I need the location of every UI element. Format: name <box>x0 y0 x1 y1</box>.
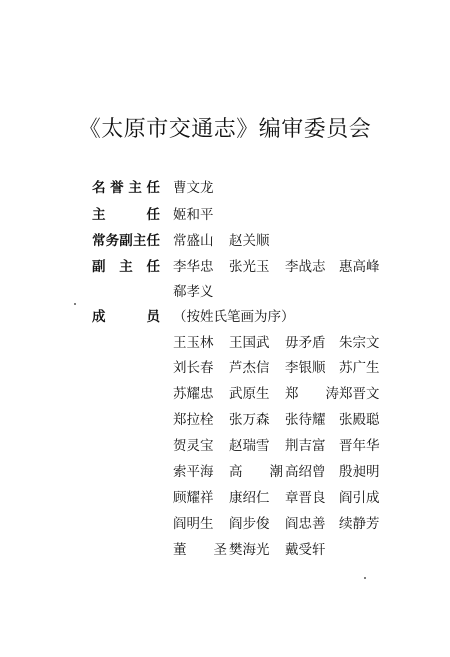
member-name: 章晋良 <box>285 490 326 506</box>
member-name: 郗孝义 <box>173 284 214 300</box>
member-name: 郑拉栓 <box>173 412 214 428</box>
member-name: 阎忠善 <box>285 516 326 532</box>
role-director: 主任 <box>92 207 160 223</box>
member-name: 惠高峰 <box>339 259 380 275</box>
member-name: 阎步俊 <box>229 516 270 532</box>
member-name: 张殿聪 <box>339 412 380 428</box>
member-name: 董圣 <box>173 542 227 558</box>
member-name: 武原生 <box>229 386 270 402</box>
member-name: 李银顺 <box>285 360 326 376</box>
member-name: 常盛山 <box>173 233 214 249</box>
member-name: 张光玉 <box>229 259 270 275</box>
role-members: 成员 <box>92 309 160 325</box>
member-name: 郑涛 <box>285 386 339 402</box>
member-name: 刘长春 <box>173 360 214 376</box>
member-name: 高潮 <box>229 464 283 480</box>
member-name: 芦杰信 <box>229 360 270 376</box>
member-name: 李战志 <box>285 259 326 275</box>
member-name: 康绍仁 <box>229 490 270 506</box>
member-name: 朱宗文 <box>339 335 380 351</box>
member-name: 顾耀祥 <box>173 490 214 506</box>
member-name: 苏耀忠 <box>173 386 214 402</box>
member-name: 续静芳 <box>339 516 380 532</box>
member-name: 毋矛盾 <box>285 335 326 351</box>
member-name: 高绍曾 <box>285 464 326 480</box>
member-name: 荆吉富 <box>285 438 326 454</box>
role-honorary-director: 名誉主任 <box>92 180 160 196</box>
member-name: 张万森 <box>229 412 270 428</box>
member-name: 樊海光 <box>229 542 270 558</box>
member-name: 晋年华 <box>339 438 380 454</box>
member-name: 姬和平 <box>173 207 214 223</box>
member-name: 阎明生 <box>173 516 214 532</box>
member-name: 阎引成 <box>339 490 380 506</box>
member-name: 殷昶明 <box>339 464 380 480</box>
member-name: 王玉林 <box>173 335 214 351</box>
member-name: 李华忠 <box>173 259 214 275</box>
member-name: 苏广生 <box>339 360 380 376</box>
ordering-note: （按姓氏笔画为序） <box>173 309 295 325</box>
member-name: 戴受轩 <box>285 542 326 558</box>
member-name: 张待耀 <box>285 412 326 428</box>
member-name: 王国武 <box>229 335 270 351</box>
member-name: 曹文龙 <box>173 180 214 196</box>
page-title: 《太原市交通志》编审委员会 <box>78 117 372 142</box>
role-deputy-director: 副主任 <box>92 259 160 275</box>
role-executive-deputy-director: 常务副主任 <box>92 233 160 249</box>
member-name: 郑晋文 <box>339 386 380 402</box>
member-name: 赵关顺 <box>229 233 270 249</box>
scan-speck <box>74 303 76 305</box>
member-name: 贺灵宝 <box>173 438 214 454</box>
member-name: 索平海 <box>173 464 214 480</box>
member-name: 赵瑞雪 <box>229 438 270 454</box>
scan-speck <box>364 577 366 579</box>
